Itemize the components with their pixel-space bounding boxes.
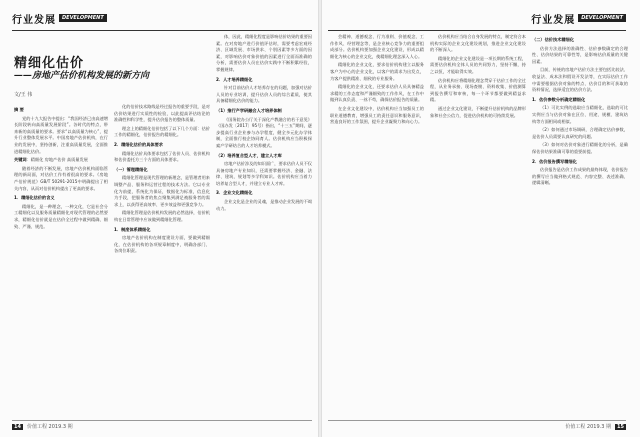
article-author: 文/王 伟 [14,92,33,98]
body-paragraph: 房地产估价机构在制度建设方面，要做到精细化，在估价机构的各项规章制度中，明确各部门、各岗位职责。 [114,235,210,254]
right-page-number: 15 [617,423,624,430]
body-paragraph: 精细化的企业文化，还要求估价人员具备精益求精的工作态度和严谨细致的工作作风，在工作中做到认真负责、一丝不苟，确保估价报告的质量。 [330,84,424,103]
body-paragraph: 精细化管理是估价机构发展的必然选择，估价机构在日常管理中应该做到精细化管理。 [114,210,210,222]
keywords [14,157,108,164]
right-column-3 [532,34,628,409]
right-header-rule [328,30,626,31]
body-paragraph: 精细化的企业文化建设是一项长期的系统工程，需要估价机构全体人员的共同努力，坚持不懈，持之以恒，才能取得实效。 [430,55,526,74]
body-paragraph: 精细化估价具体要求包括了估价人员、估价机构和估价委托方三个方面的具体要求。 [114,150,210,163]
right-footer-text: 价值工程 2019.3 期 [565,424,612,430]
right-footer [565,423,626,430]
right-section-header [531,8,626,28]
left-page [0,0,318,437]
body-paragraph: 精细化管理是现代管理的新理念，是管理者用来调整产品、服务和运营过程的技术方法。它以专业化为前提，系统化为保证，数据化为标准，信息化为手段，把服务者的焦点聚集到满足被服务者的需求上，以获得更高效率、更多效益和更强竞争力。 [114,175,210,207]
section-heading: 1．估价参数分析确定精细化 [532,96,586,102]
body-paragraph: 在企业文化建设中，估价机构应当加强员工的职业道德教育，增强员工的责任意识和服务意识，营造良好的工作氛围，提升企业凝聚力和向心力。 [330,105,424,125]
body-paragraph: 通过企业文化建设，不断提升估价机构的品牌形象和社会公信力，促进估价机构的可持续发展。 [430,105,526,118]
body-paragraph: 估价报告是估价工作成果的最终体现，估价报告的撰写应当做到格式规范、内容完整、表述准确、逻辑清晰。 [532,167,628,186]
left-header-rule [12,30,312,31]
left-column-3 [216,34,312,334]
left-section-title: 行业发展 [12,14,56,26]
left-column-2 [114,104,210,404]
section-heading: （1）推行产学研融合人才培养体制 [216,107,282,113]
body-paragraph: 企业文化是企业的灵魂，是推动企业发展的不竭动力。 [216,199,312,211]
right-section-en: DEVELOPMENT [578,14,626,22]
section-heading: 2．估价报告撰写精细化 [532,158,577,164]
section-heading: （一）管理精细化 [114,166,148,172]
section-heading: （二）估价技术精细化 [532,37,574,42]
body-paragraph: （3）如何对估价对象进行精细化的分析，是确保估价结果准确可靠的重要前提。 [532,142,628,154]
body-paragraph: 化的估价技术路线是经过报告的重要手段，是对估价结果进行实质性的检验，以此提高评估结论的准确性和科学性，提升估价报告的整体质量。 [114,104,210,123]
right-column-1 [330,34,424,409]
section-heading: （2）培养复合型人才，建立人才库 [216,152,282,158]
body-paragraph: 针对目前估价人才培养存在的问题，加强对估价人员的专业培训，提升估价人员的综合素质，使其具备精细化估价的能力。 [216,85,312,104]
body-paragraph: 党的十九大报告中提出：“我国经济已由高速增长阶段转向高质量发展阶段”。各时代的特点，带来新的高质量的要求。要求“以高质量为核心”，提升行业整体发展水平。中国房地产估价机构，在行业的发展中，坚持创新，注重高质量发展，全面推进精细化估价。 [14,115,108,154]
body-paragraph: 精细化，是一种理念，一种文化，它是社会分工精细化以及服务质量精细化对现代管理的必然要求，精细化估价就是在估价全过程中做到精确、细致、严谨、规范。 [14,203,108,229]
left-column-1 [14,104,108,404]
body-paragraph: 《国务院办公厅关于深化产教融合的若干意见》（国办发〔2017〕95号）指出，“十三五”期间，逐步提高行业企业参与办学程度，健全多元化办学体制，全面推行校企协同育人。估价机构应当积极探索产学研结合的人才培养模式。 [216,116,312,148]
section-heading: 1．精细化估价的含义 [14,195,55,201]
keywords-label: 关键词 [14,157,27,163]
body-paragraph: 估价机构应将精细化理念贯穿于估价工作的全过程，从业务承接、现场查勘、资料收集、价值测算到报告撰写和审核，每一个环节都要做到精益求精。 [430,77,526,103]
section-heading: 摘 要 [14,107,24,112]
left-footer [12,423,73,430]
keywords-text: ：精细化 房地产估价 高质量发展 [26,157,88,163]
body-paragraph: 体，因此，精细化程度是影响估价结果的重要因素。在对房地产进行价值评估时，需要考虑宏观经济、区域发展、市场供求、个别因素等多方面的因素，对影响估价对象价值的因素进行全面而准确的分析，需要估价人员在估价实践中不断积累经验，掌握规律。 [216,34,312,72]
left-footer-text: 价值工程 2019.3 期 [26,424,73,430]
right-section-title: 行业发展 [531,14,576,26]
section-heading: 2．精细化估价的具体要求 [114,141,163,147]
body-paragraph: 随着经济的不断发展，房地产估价机构面临管理的新局面，对估价工作有着很高的要求。《房地产估价规范》GB/T 50291-2015中明确提出了相关内容，从而对估价机构提出了更高的要求。 [14,165,108,191]
body-paragraph: 精细化的企业文化，要求估价机构建立以服务客户为中心的企业文化，以客户的需求为出发点，为客户提供精准、细致的专业服务。 [330,62,424,81]
body-paragraph: 理念上的精细化估价包括了以下几个方面：估价工作的精细化，估价报告的精细化。 [114,125,210,138]
left-footer-rule [12,420,312,421]
right-footer-rule [328,420,626,421]
section-heading: 2．人才培养精细化 [216,76,253,82]
body-paragraph: 目前，传统的房地产估价方法主要包括比较法、收益法、成本法和假设开发法等，在实际估价工作中需要根据估价对象的特点、估价目的和可获取的资料情况，选择适宜的估价方法。 [532,67,628,93]
body-paragraph: 房地产估价涉及的知识面广，要求估价人员不仅具备房地产专业知识，还需要掌握经济、金融、法律、建筑、规划等多学科知识。估价机构应当着力培养复合型人才，并建立专业人才库。 [216,161,312,186]
section-heading: 3．企业文化精细化 [216,190,253,196]
body-paragraph: （1）可比实例的选取应当精细化，选取的可比实例应当与估价对象在区位、用途、规模、建筑结构等方面相同或相似。 [532,105,628,124]
body-paragraph: 估价机构应当结合自身发展的特点，制定符合本机构实际的企业文化建设规划，推进企业文化建设的不断深入。 [430,34,526,53]
body-paragraph: 会精神、道德观念、行为准则、价值观念、工作作风、经营理念等，是企业核心竞争力的重要组成部分。估价机构要加强企业文化建设，形成以精细化为核心的企业文化，使精细化理念深入人心。 [330,34,424,59]
left-section-header [12,8,107,28]
right-page [322,0,640,437]
article-subtitle: ——房地产估价机构发展的新方向 [14,71,150,81]
article-title: 精细化估价 [14,56,85,71]
right-column-2 [430,34,526,409]
body-paragraph: 估价方法选择的准确性、估价参数确定的合理性、估价结果的可靠性等，是影响估价质量的关键因素。 [532,45,628,64]
body-paragraph: （2）如何通过市场调研，合理确定估价参数，是估价人员需要认真研究的问题。 [532,127,628,139]
section-heading: 1．制度体系精细化 [114,226,151,232]
left-section-en: DEVELOPMENT [59,14,107,22]
left-page-number: 14 [14,423,21,430]
